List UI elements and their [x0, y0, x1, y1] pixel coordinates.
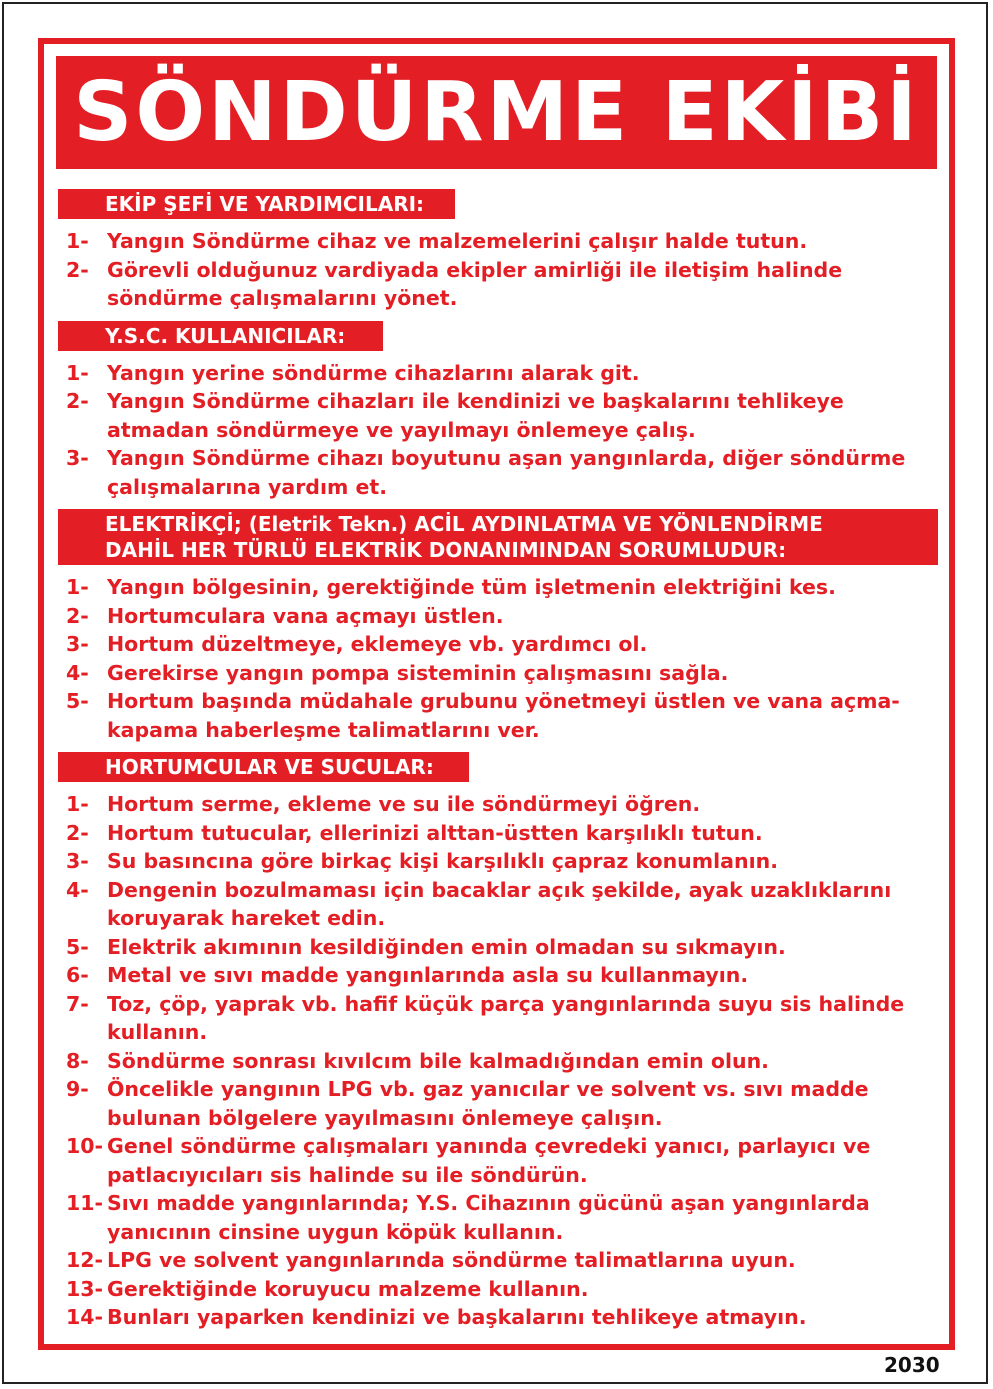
list-item	[58, 256, 938, 313]
item-number: 2-	[66, 820, 89, 845]
list-item	[58, 876, 938, 933]
list-item	[58, 1132, 938, 1189]
item-number: 3-	[66, 849, 89, 873]
item-text: Toz, çöp, yaprak vb. hafif küçük parça yangınlarında suyu sis halinde kullanın.	[107, 991, 905, 1044]
item-text: LPG ve solvent yangınlarında söndürme talimatlarına uyun.	[107, 1248, 796, 1272]
list-item	[58, 1275, 938, 1304]
section-team-leader	[58, 189, 938, 313]
item-text: Elektrik akımının kesildiğinden emin olmadan su sıkmayın.	[107, 934, 786, 959]
item-text: Yangın yerine söndürme cihazlarını alarak git.	[107, 360, 640, 385]
list-item	[58, 359, 938, 388]
item-number: 1-	[66, 575, 89, 599]
item-number: 14-	[66, 1305, 104, 1329]
product-code: 2030	[884, 1353, 940, 1377]
item-text: Yangın Söndürme cihazı boyutunu aşan yangınlarda, diğer söndürme çalışmalarına yardım et.	[107, 446, 906, 499]
item-text: Yangın Söndürme cihaz ve malzemelerini çalışır halde tutun.	[107, 229, 808, 253]
item-number: 3-	[66, 632, 89, 656]
item-list	[58, 227, 938, 313]
list-item	[58, 847, 938, 876]
section-header: Y.S.C. KULLANICILAR:	[58, 321, 383, 351]
item-number: 1-	[66, 229, 89, 253]
item-text: Bunları yaparken kendinizi ve başkalarını tehlikeye atmayın.	[107, 1305, 807, 1329]
item-number: 6-	[66, 963, 89, 987]
list-item	[58, 1047, 938, 1076]
item-text: Görevli olduğunuz vardiyada ekipler amirliği ile iletişim halinde söndürme çalışmalarını yönet.	[107, 257, 843, 310]
item-number: 12-	[66, 1248, 104, 1272]
item-text: Hortum başında müdahale grubunu yönetmeyi üstlen ve vana açma-kapama haberleşme talimatlarını ver.	[107, 689, 900, 742]
section-hose-operators	[58, 752, 938, 1332]
item-number: 8-	[66, 1048, 89, 1073]
item-number: 5-	[66, 689, 89, 713]
list-item	[58, 933, 938, 962]
item-number: 3-	[66, 446, 89, 470]
item-text: Sıvı madde yangınlarında; Y.S. Cihazının gücünü aşan yangınlarda yanıcının cinsine uygun köpük kullanın.	[107, 1191, 870, 1244]
list-item	[58, 819, 938, 848]
item-text: Yangın bölgesinin, gerektiğinde tüm işletmenin elektriğini kes.	[107, 575, 836, 599]
item-text: Su basıncına göre birkaç kişi karşılıklı çapraz konumlanın.	[107, 849, 779, 873]
item-text: Metal ve sıvı madde yangınlarında asla su kullanmayın.	[107, 963, 749, 987]
item-number: 5-	[66, 934, 89, 959]
section-electrician	[58, 509, 938, 744]
list-item	[58, 659, 938, 688]
item-number: 4-	[66, 660, 89, 685]
item-number: 1-	[66, 360, 89, 385]
item-text: Öncelikle yangının LPG vb. gaz yanıcılar ve solvent vs. sıvı madde bulunan bölgelere yayılmasını önlemeye çalışın.	[107, 1077, 869, 1130]
list-item	[58, 444, 938, 501]
list-item	[58, 687, 938, 744]
item-text: Hortum tutucular, ellerinizi alttan-üstten karşılıklı tutun.	[107, 820, 763, 845]
item-text: Genel söndürme çalışmaları yanında çevredeki yanıcı, parlayıcı ve patlacıyıcıları sis halinde su ile söndürün.	[107, 1134, 871, 1187]
item-number: 11-	[66, 1191, 104, 1215]
list-item	[58, 790, 938, 819]
section-header: HORTUMCULAR VE SUCULAR:	[58, 752, 469, 782]
section-header: ELEKTRİKÇİ; (Eletrik Tekn.) ACİL AYDINLATMA VE YÖNLENDİRME DAHİL HER TÜRLÜ ELEKTRİK DONANIMINDAN SORUMLUDUR:	[58, 509, 938, 565]
item-list	[58, 359, 938, 502]
item-text: Yangın Söndürme cihazları ile kendinizi ve başkalarını tehlikeye atmadan söndürmeye ve yayılmayı önlemeye çalış.	[107, 389, 844, 442]
content	[58, 189, 938, 1340]
list-item	[58, 1189, 938, 1246]
page-title: SÖNDÜRME EKİBİ	[56, 56, 937, 169]
item-text: Hortum serme, ekleme ve su ile söndürmeyi öğren.	[107, 792, 701, 816]
item-text: Gerektiğinde koruyucu malzeme kullanın.	[107, 1276, 589, 1301]
item-number: 2-	[66, 603, 89, 628]
list-item	[58, 573, 938, 602]
item-list	[58, 573, 938, 744]
item-number: 7-	[66, 991, 89, 1016]
item-number: 2-	[66, 389, 89, 413]
item-text: Gerekirse yangın pompa sisteminin çalışmasını sağla.	[107, 660, 729, 685]
item-text: Dengenin bozulmaması için bacaklar açık şekilde, ayak uzaklıklarını koruyarak hareket edin.	[107, 877, 892, 930]
item-text: Söndürme sonrası kıvılcım bile kalmadığından emin olun.	[107, 1048, 769, 1073]
list-item	[58, 1075, 938, 1132]
item-text: Hortumculara vana açmayı üstlen.	[107, 603, 504, 628]
item-text: Hortum düzeltmeye, eklemeye vb. yardımcı ol.	[107, 632, 648, 656]
list-item	[58, 1303, 938, 1332]
list-item	[58, 990, 938, 1047]
list-item	[58, 387, 938, 444]
section-extinguisher-users	[58, 321, 938, 502]
list-item	[58, 602, 938, 631]
list-item	[58, 961, 938, 990]
item-number: 1-	[66, 792, 89, 816]
list-item	[58, 227, 938, 256]
item-number: 9-	[66, 1077, 89, 1101]
item-number: 10-	[66, 1134, 104, 1158]
list-item	[58, 1246, 938, 1275]
item-number: 13-	[66, 1276, 104, 1301]
item-number: 2-	[66, 257, 89, 282]
item-number: 4-	[66, 877, 89, 902]
list-item	[58, 630, 938, 659]
item-list	[58, 790, 938, 1332]
section-header: EKİP ŞEFİ VE YARDIMCILARI:	[58, 189, 455, 219]
